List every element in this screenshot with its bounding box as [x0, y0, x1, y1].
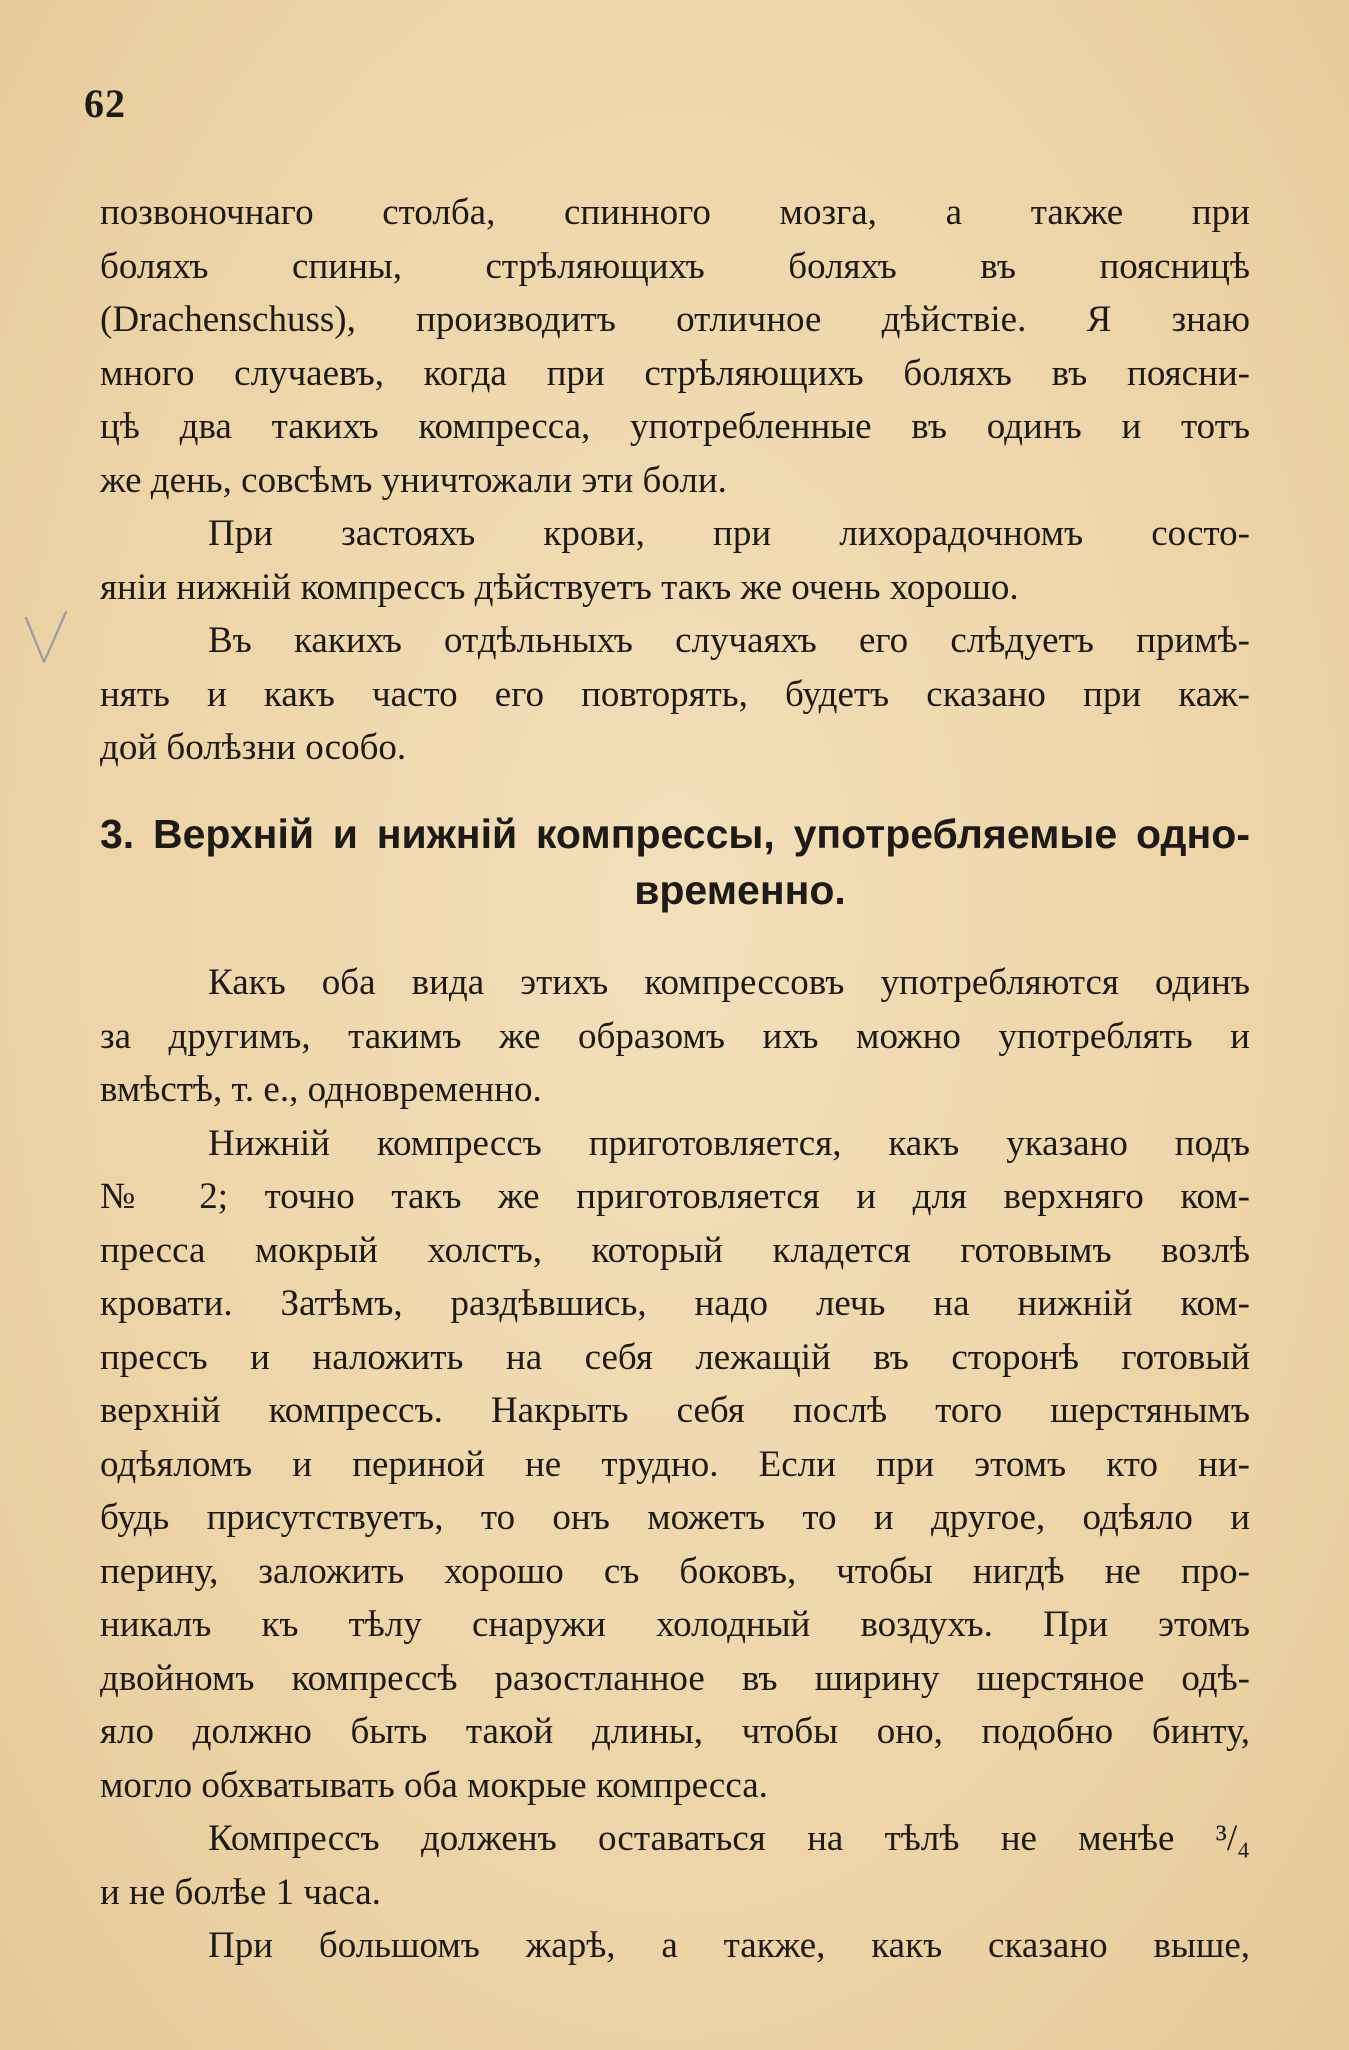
text-line: Въ какихъ отдѣльныхъ случаяхъ его слѣдуетъ примѣ- [208, 620, 1250, 661]
text-line: яніи нижній компрессъ дѣйствуетъ такъ же очень хорошо. [100, 566, 1019, 608]
text-line: могло обхватывать оба мокрые компресса. [100, 1764, 768, 1806]
text-line: цѣ два такихъ компресса, употребленные въ одинъ и тотъ [100, 406, 1250, 447]
text-line: Компрессъ долженъ оставаться на тѣлѣ не менѣе ³/₄ [208, 1818, 1250, 1859]
text-line: верхній компрессъ. Накрыть себя послѣ того шерстянымъ [100, 1390, 1250, 1431]
text-line: же день, совсѣмъ уничтожали эти боли. [100, 459, 727, 501]
text-line: позвоночнаго столба, спинного мозга, а также при [100, 192, 1250, 233]
page-number: 62 [84, 81, 126, 126]
text-line: и не болѣе 1 часа. [100, 1871, 381, 1913]
section-heading-line: 3. Верхній и нижній компрессы, употребляемые одно- [100, 811, 1250, 857]
text-line: будь присутствуетъ, то онъ можетъ то и другое, одѣяло и [100, 1497, 1250, 1538]
pencil-check-mark [22, 610, 72, 666]
text-line: При застояхъ крови, при лихорадочномъ состо- [208, 513, 1250, 554]
body-text-bottom [100, 956, 1250, 1973]
text-line: (Drachenschuss), производитъ отличное дѣйствіе. Я знаю [100, 299, 1250, 340]
text-line: за другимъ, такимъ же образомъ ихъ можно употреблять и [100, 1015, 1250, 1057]
text-line: одѣяломъ и периной не трудно. Если при этомъ кто ни- [100, 1443, 1250, 1485]
text-line: никалъ къ тѣлу снаружи холодный воздухъ. При этомъ [100, 1604, 1250, 1645]
text-line: нять и какъ часто его повторять, будетъ сказано при каж- [100, 673, 1250, 715]
text-line: пресса мокрый холстъ, который кладется готовымъ возлѣ [100, 1229, 1250, 1271]
text-line: прессъ и наложить на себя лежащій въ сторонѣ готовый [100, 1336, 1250, 1378]
section-heading-line: временно. [634, 867, 846, 913]
section-heading [100, 806, 1250, 918]
body-text-top [100, 186, 1250, 775]
text-line: При большомъ жарѣ, а также, какъ сказано выше, [208, 1925, 1250, 1966]
text-line: № 2; точно такъ же приготовляется и для верхняго ком- [100, 1176, 1250, 1217]
text-line: Какъ оба вида этихъ компрессовъ употребляются одинъ [208, 962, 1250, 1003]
text-line: много случаевъ, когда при стрѣляющихъ боляхъ въ поясни- [100, 352, 1250, 394]
text-line: вмѣстѣ, т. е., одновременно. [100, 1069, 542, 1110]
text-line: двойномъ компрессѣ разостланное въ ширину шерстяное одѣ- [100, 1657, 1250, 1699]
text-line: яло должно быть такой длины, чтобы оно, подобно бинту, [100, 1711, 1250, 1752]
text-line: дой болѣзни особо. [100, 727, 407, 768]
text-line: перину, заложить хорошо съ боковъ, чтобы нигдѣ не про- [100, 1550, 1250, 1592]
text-line: боляхъ спины, стрѣляющихъ боляхъ въ поясницѣ [100, 245, 1250, 287]
text-line: Нижній компрессъ приготовляется, какъ указано подъ [208, 1122, 1250, 1164]
text-line: кровати. Затѣмъ, раздѣвшись, надо лечь на нижній ком- [100, 1283, 1250, 1324]
